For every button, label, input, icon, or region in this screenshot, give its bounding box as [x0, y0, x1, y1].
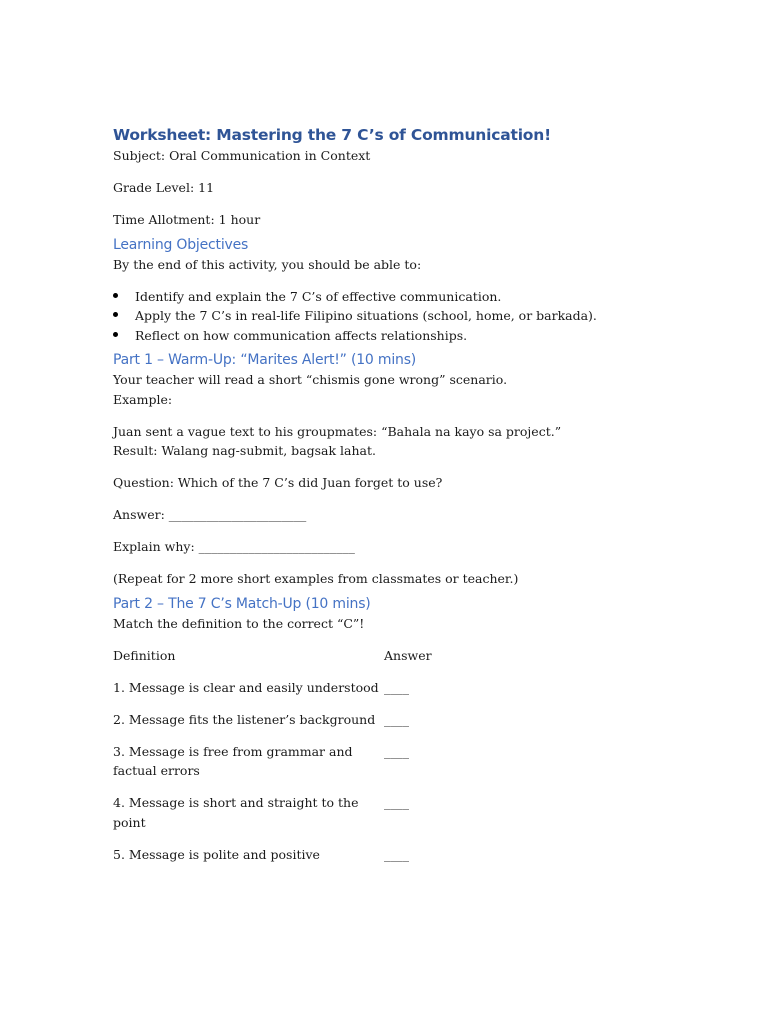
bullet-icon	[113, 312, 118, 317]
answer-blank: ____	[384, 743, 409, 759]
part1-example-text: Juan sent a vague text to his groupmates: “Bahala na kayo sa project.”	[113, 423, 562, 439]
bullet-icon	[113, 332, 118, 337]
objective-item: Reflect on how communication affects relationships.	[113, 326, 673, 346]
definition-cell: 3. Message is free from grammar and factual errors	[113, 743, 353, 778]
part1-explain-blank: Explain why: _________________________	[113, 539, 355, 554]
worksheet-title: Worksheet: Mastering the 7 C’s of Communication!	[113, 126, 551, 144]
learning-objectives-heading: Learning Objectives	[113, 236, 249, 253]
answer-blank: ____	[384, 679, 409, 695]
subject-line: Subject: Oral Communication in Context	[113, 148, 371, 163]
column-header-definition: Definition	[113, 647, 176, 663]
definition-cell: 5. Message is polite and positive	[113, 846, 320, 862]
definition-cell: 4. Message is short and straight to the point	[113, 795, 359, 830]
part1-example-label: Example:	[113, 391, 173, 407]
part2-intro: Match the definition to the correct “C”!	[113, 615, 365, 631]
table-row	[113, 678, 432, 698]
match-table-header	[113, 646, 432, 666]
bullet-icon	[113, 293, 118, 298]
grade-level-line: Grade Level: 11	[113, 180, 215, 195]
table-row	[113, 742, 432, 781]
objective-item: Identify and explain the 7 C’s of effective communication.	[113, 287, 673, 307]
table-row	[113, 793, 432, 832]
time-allotment-line: Time Allotment: 1 hour	[113, 212, 261, 227]
answer-blank: ____	[384, 711, 409, 727]
objective-item: Apply the 7 C’s in real-life Filipino situations (school, home, or barkada).	[113, 306, 673, 326]
definition-cell: 2. Message fits the listener’s background	[113, 711, 376, 727]
match-table	[113, 646, 432, 865]
objectives-list	[113, 287, 673, 346]
table-row	[113, 845, 432, 865]
column-header-answer: Answer	[384, 647, 432, 663]
part1-heading: Part 1 – Warm-Up: “Marites Alert!” (10 mins)	[113, 352, 417, 368]
objectives-intro: By the end of this activity, you should be able to:	[113, 256, 422, 272]
part1-example-result: Result: Walang nag-submit, bagsak lahat.	[113, 443, 377, 458]
part1-answer-blank: Answer: ______________________	[113, 507, 307, 522]
part2-heading: Part 2 – The 7 C’s Match-Up (10 mins)	[113, 595, 371, 612]
table-row	[113, 710, 432, 730]
worksheet-page	[113, 124, 673, 864]
definition-cell: 1. Message is clear and easily understood	[113, 679, 379, 695]
part1-repeat-note: (Repeat for 2 more short examples from classmates or teacher.)	[113, 571, 519, 586]
part1-question: Question: Which of the 7 C’s did Juan forget to use?	[113, 475, 443, 490]
answer-blank: ____	[384, 846, 409, 862]
answer-blank: ____	[384, 795, 409, 810]
part1-intro: Your teacher will read a short “chismis gone wrong” scenario.	[113, 372, 508, 387]
